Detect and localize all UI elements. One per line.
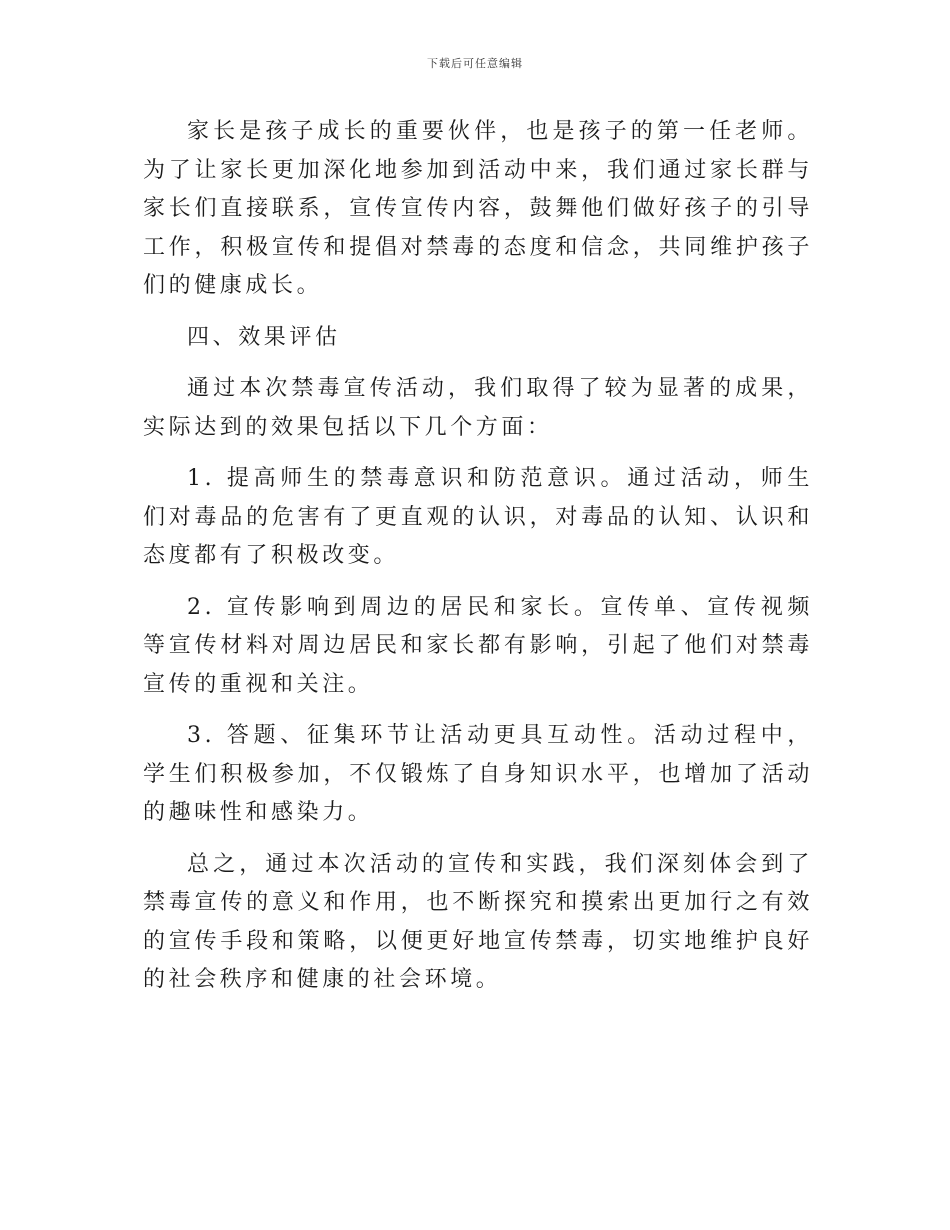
list-item-3: 3. 答题、征集环节让活动更具互动性。活动过程中，学生们积极参加，不仅锻炼了自身知识水平，也增加了活动的趣味性和感染力。 <box>143 723 813 825</box>
document-body <box>143 113 813 1013</box>
list-item-2: 2. 宣传影响到周边的居民和家长。宣传单、宣传视频等宣传材料对周边居民和家长都有影响，引起了他们对禁毒宣传的重视和关注。 <box>143 594 813 697</box>
page-header: 下载后可任意编辑 <box>427 57 523 70</box>
paragraph-parents: 家长是孩子成长的重要伙伴，也是孩子的第一任老师。为了让家长更加深化地参加到活动中来，我们通过家长群与家长们直接联系，宣传宣传内容，鼓舞他们做好孩子的引导工作，积极宣传和提倡对禁毒的态度和信念，共同维护孩子们的健康成长。 <box>143 119 813 298</box>
paragraph-evaluation-intro: 通过本次禁毒宣传活动，我们取得了较为显著的成果，实际达到的效果包括以下几个方面： <box>143 376 813 440</box>
list-item-1: 1. 提高师生的禁毒意识和防范意识。通过活动，师生们对毒品的危害有了更直观的认识，对毒品的认知、认识和态度都有了积极改变。 <box>143 466 813 568</box>
paragraph-conclusion: 总之，通过本次活动的宣传和实践，我们深刻体会到了禁毒宣传的意义和作用，也不断探究和摸索出更加行之有效的宣传手段和策略，以便更好地宣传禁毒，切实地维护良好的社会秩序和健康的社会环境。 <box>143 851 813 992</box>
section-heading-evaluation: 四、效果评估 <box>187 324 341 350</box>
